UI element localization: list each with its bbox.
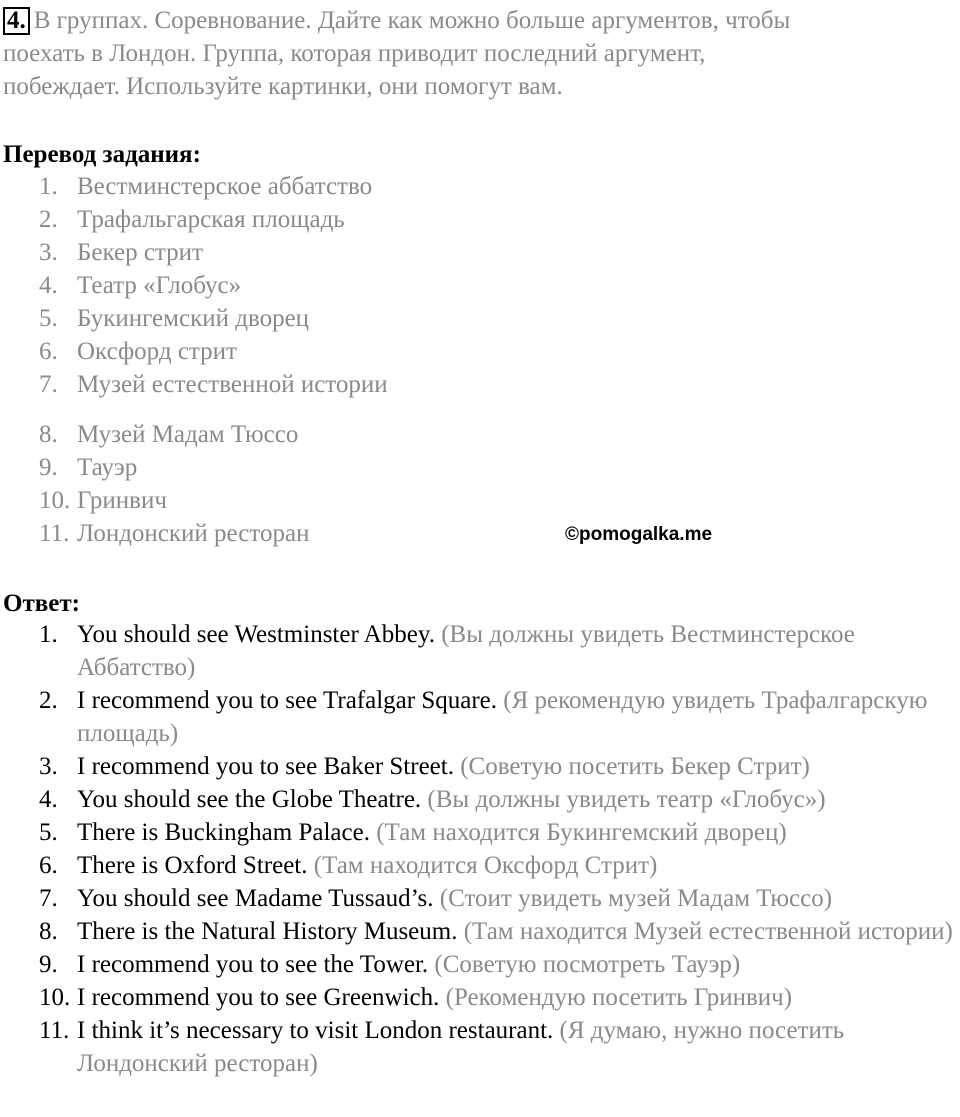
item-text: Оксфорд стрит <box>77 338 237 365</box>
answer-russian: (Вы должны увидеть Вестминстерское Аббатство) <box>77 621 855 681</box>
answer-item <box>3 684 960 750</box>
answer-item <box>3 1014 960 1080</box>
answer-item <box>3 816 960 849</box>
watermark: ©pomogalka.me <box>565 524 713 545</box>
item-text: Лондонский ресторан <box>77 520 310 547</box>
item-number: 8. <box>39 421 58 448</box>
task-number: 4. <box>3 7 30 35</box>
item-number: 8. <box>39 918 58 945</box>
answer-russian: (Вы должны увидеть театр «Глобус») <box>427 786 826 813</box>
item-number: 6. <box>39 338 58 365</box>
answer-english: You should see the Globe Theatre. <box>77 786 422 813</box>
answer-russian: (Стоит увидеть музей Мадам Тюссо) <box>439 885 833 912</box>
answer-russian: (Я рекомендую увидеть Трафалгарскую площадь) <box>77 687 928 747</box>
item-number: 6. <box>39 852 58 879</box>
list-item <box>3 335 388 368</box>
answer-item <box>3 948 960 981</box>
item-text: Театр «Глобус» <box>77 272 242 299</box>
answer-english: I recommend you to see the Tower. <box>77 951 429 978</box>
list-item <box>3 236 388 269</box>
answer-item <box>3 618 960 684</box>
answer-english: I think it’s necessary to visit London restaurant. <box>77 1017 554 1044</box>
answer-item <box>3 750 960 783</box>
item-number: 4. <box>39 786 58 813</box>
answer-list <box>3 618 960 1080</box>
item-number: 5. <box>39 305 58 332</box>
list-item <box>3 418 309 451</box>
item-number: 2. <box>39 687 58 714</box>
answer-english: There is Oxford Street. <box>77 852 308 879</box>
item-text: Гринвич <box>77 487 167 514</box>
item-number: 9. <box>39 951 58 978</box>
task-statement <box>3 4 953 103</box>
list-item <box>3 451 309 484</box>
item-number: 7. <box>39 371 58 398</box>
answer-russian: (Там находится Оксфорд Стрит) <box>313 852 658 879</box>
item-text: Музей Мадам Тюссо <box>77 421 299 448</box>
item-number: 3. <box>39 239 58 266</box>
list-item <box>3 170 388 203</box>
task-text-2: поехать в Лондон. Группа, которая приводит последний аргумент, <box>3 40 706 67</box>
task-text-1: В группах. Соревнование. Дайте как можно больше аргументов, чтобы <box>33 7 791 34</box>
list-item <box>3 269 388 302</box>
answer-english: There is Buckingham Palace. <box>77 819 370 846</box>
item-number: 9. <box>39 454 58 481</box>
item-text: Бекер стрит <box>77 239 203 266</box>
answer-item <box>3 849 960 882</box>
item-text: Букингемский дворец <box>77 305 310 332</box>
item-number: 11. <box>39 1017 70 1044</box>
list-item <box>3 484 309 517</box>
answer-english: I recommend you to see Greenwich. <box>77 984 440 1011</box>
answer-english: There is the Natural History Museum. <box>77 918 458 945</box>
answer-russian: (Там находится Музей естественной истории) <box>463 918 953 945</box>
item-text: Тауэр <box>77 454 138 481</box>
task-text-3: побеждает. Используйте картинки, они помогут вам. <box>3 73 563 100</box>
item-number: 1. <box>39 621 58 648</box>
item-number: 7. <box>39 885 58 912</box>
answer-item <box>3 882 960 915</box>
item-number: 4. <box>39 272 58 299</box>
answer-item <box>3 783 960 816</box>
list-item <box>3 368 388 401</box>
answer-heading: Ответ: <box>3 590 80 617</box>
item-number: 3. <box>39 753 58 780</box>
item-number: 10. <box>39 984 71 1011</box>
translation-list <box>3 170 388 401</box>
answer-russian: (Советую посмотреть Тауэр) <box>434 951 741 978</box>
item-number: 10. <box>39 487 71 514</box>
answer-english: You should see Madame Tussaud’s. <box>77 885 434 912</box>
answer-english: I recommend you to see Trafalgar Square. <box>77 687 498 714</box>
item-number: 1. <box>39 173 58 200</box>
item-number: 5. <box>39 819 58 846</box>
item-text: Вестминстерское аббатство <box>77 173 373 200</box>
item-number: 2. <box>39 206 58 233</box>
answer-russian: (Я думаю, нужно посетить Лондонский ресторан) <box>77 1017 845 1077</box>
answer-english: I recommend you to see Baker Street. <box>77 753 454 780</box>
task-line-1 <box>3 4 953 37</box>
item-number: 11. <box>39 520 70 547</box>
list-item <box>3 203 388 236</box>
answer-russian: (Там находится Букингемский дворец) <box>376 819 787 846</box>
answer-russian: (Советую посетить Бекер Стрит) <box>460 753 810 780</box>
translation-heading: Перевод задания: <box>3 141 201 168</box>
list-item <box>3 302 388 335</box>
answer-item <box>3 981 960 1014</box>
item-text: Трафальгарская площадь <box>77 206 345 233</box>
answer-item <box>3 915 960 948</box>
list-item <box>3 517 309 550</box>
translation-list-continued <box>3 418 309 550</box>
item-text: Музей естественной истории <box>77 371 388 398</box>
answer-english: You should see Westminster Abbey. <box>77 621 435 648</box>
answer-russian: (Рекомендую посетить Гринвич) <box>445 984 793 1011</box>
